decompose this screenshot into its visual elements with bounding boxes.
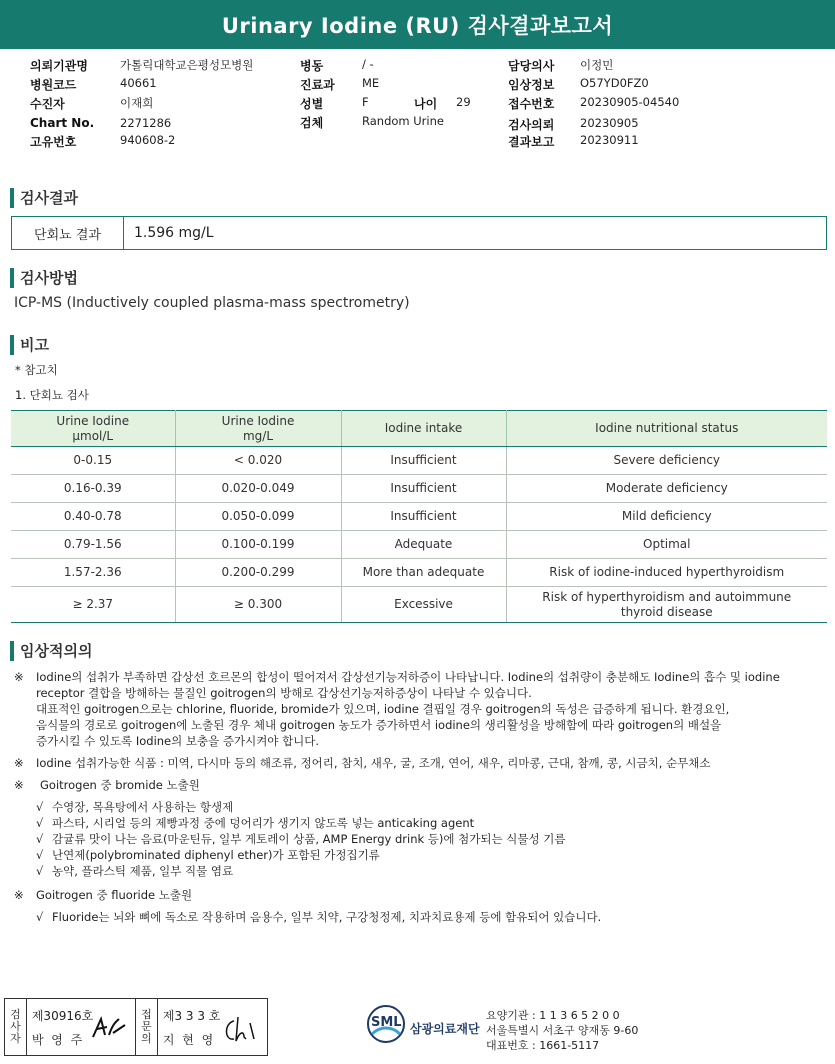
bromide-item: 농약, 플라스틱 제품, 일부 직물 염료: [52, 864, 234, 878]
clinical-paragraph-line: receptor 결합을 방해하는 물질인 goitrogen의 방해로 갑상선기능저하증상이 나타날 수 있습니다.: [36, 686, 532, 700]
examiner-cell: [27, 999, 136, 1055]
result-box: [11, 216, 827, 250]
table-row: [11, 587, 827, 623]
label-unique-no: 고유번호: [30, 135, 77, 149]
label-hospital: 의뢰기관명: [30, 59, 88, 73]
section-remarks-heading: [10, 334, 49, 355]
label-clinical-info: 임상정보: [508, 78, 555, 92]
table-row: [11, 447, 827, 475]
table-cell: Moderate deficiency: [506, 475, 827, 503]
method-text: ICP-MS (Inductively coupled plasma-mass spectrometry): [14, 295, 410, 311]
section-marker: [10, 268, 14, 288]
value-doctor: 이정민: [580, 58, 614, 72]
table-cell: 0.020-0.049: [175, 475, 341, 503]
table-cell: Mild deficiency: [506, 503, 827, 531]
fluoride-heading: Goitrogen 중 fluoride 노출원: [36, 888, 193, 902]
bromide-item: 파스타, 시리얼 등의 제빵과정 중에 덩어리가 생기지 않도록 넣는 anticaking agent: [52, 816, 475, 830]
value-specimen: Random Urine: [362, 114, 444, 128]
value-age: 29: [456, 95, 471, 109]
patient-info: [0, 55, 835, 150]
table-cell: Adequate: [341, 531, 506, 559]
clinical-paragraph-line: 음식물의 경로로 goitrogen에 노출된 경우 체내 goitrogen 농도가 증가하면서 iodine의 생리활성을 방해함에 따라 goitrogen의 배설을: [36, 718, 722, 732]
report-footer: [0, 998, 835, 1064]
table-cell: 0.16-0.39: [11, 475, 175, 503]
reference-mark: ※: [14, 778, 24, 792]
table-cell: ≥ 0.300: [175, 587, 341, 623]
bromide-item: 수영장, 목욕탕에서 사용하는 항생제: [52, 800, 234, 814]
sml-logo-icon: [366, 1004, 406, 1049]
value-ward: / -: [362, 57, 374, 71]
check-icon: √: [36, 910, 44, 924]
examiner-label: 검 사 자: [5, 999, 27, 1055]
label-request-date: 검사의뢰: [508, 118, 555, 132]
table-cell: Optimal: [506, 531, 827, 559]
section-marker: [10, 188, 14, 208]
value-hospital-code: 40661: [120, 76, 157, 90]
table-cell: 0.100-0.199: [175, 531, 341, 559]
confirmer-license-no: 제3 3 3 호: [162, 1009, 221, 1023]
value-unique-no: 940608-2: [120, 133, 176, 147]
examiner-signature-icon: [89, 1013, 129, 1043]
section-clinical-heading: [10, 640, 92, 661]
contact-line: 요양기관 : 1 1 3 6 5 2 0 0: [486, 1009, 620, 1022]
check-icon: √: [36, 832, 44, 846]
org-name: 삼광의료재단: [410, 1022, 480, 1036]
table-cell: 0.79-1.56: [11, 531, 175, 559]
label-patient: 수진자: [30, 97, 65, 111]
section-marker: [10, 335, 14, 355]
label-age: 나이: [414, 97, 438, 111]
value-chart-no: 2271286: [120, 116, 172, 130]
table-cell: More than adequate: [341, 559, 506, 587]
table-cell: 0-0.15: [11, 447, 175, 475]
contact-line: 대표번호 : 1661-5117: [486, 1039, 600, 1052]
section-marker: [10, 641, 14, 661]
bromide-heading: Goitrogen 중 bromide 노출원: [40, 778, 200, 792]
section-result-heading: [10, 187, 78, 208]
table-row: [11, 503, 827, 531]
label-hospital-code: 병원코드: [30, 78, 77, 92]
label-receipt-no: 접수번호: [508, 97, 555, 111]
report-title: Urinary Iodine (RU) 검사결과보고서: [0, 0, 835, 49]
confirmer-cell: [158, 999, 267, 1055]
check-icon: √: [36, 864, 44, 878]
table-cell: Excessive: [341, 587, 506, 623]
table-cell: Insufficient: [341, 447, 506, 475]
label-doctor: 담당의사: [508, 59, 555, 73]
section-clinical-title: 임상적의의: [20, 642, 93, 660]
table-cell: Severe deficiency: [506, 447, 827, 475]
header-intake: Iodine intake: [341, 411, 506, 447]
table-cell: < 0.020: [175, 447, 341, 475]
table-header-row: [11, 411, 827, 447]
remark-note-single-urine: 1. 단회뇨 검사: [15, 388, 89, 402]
table-cell: Insufficient: [341, 503, 506, 531]
value-clinical-info: O57YD0FZ0: [580, 76, 649, 90]
examiner-license-no: 제30916호: [31, 1009, 94, 1023]
examiner-name: 박 영 주: [31, 1033, 85, 1047]
header-status: Iodine nutritional status: [506, 411, 827, 447]
table-cell: ≥ 2.37: [11, 587, 175, 623]
section-method-title: 검사방법: [20, 269, 78, 287]
section-remarks-title: 비고: [20, 336, 49, 354]
sml-logo-text: SML: [371, 1015, 402, 1030]
label-specimen: 검체: [300, 116, 324, 130]
table-cell: 0.40-0.78: [11, 503, 175, 531]
table-cell: 0.200-0.299: [175, 559, 341, 587]
check-icon: √: [36, 816, 44, 830]
label-ward: 병동: [300, 59, 324, 73]
confirmer-name: 지 현 영: [162, 1033, 216, 1047]
reference-mark: ※: [14, 756, 24, 770]
table-row: [11, 475, 827, 503]
table-row: [11, 559, 827, 587]
remark-note-reference: * 참고치: [15, 363, 58, 377]
check-icon: √: [36, 848, 44, 862]
table-row: [11, 531, 827, 559]
bromide-item: 감귤류 맛이 나는 음료(마운틴듀, 일부 게토레이 상품, AMP Energy drink 등)에 첨가되는 식물성 기름: [52, 832, 566, 846]
clinical-paragraph-line: Iodine의 섭취가 부족하면 갑상선 호르몬의 합성이 떨어져서 갑상선기능저하증이 나타납니다. Iodine의 섭취량이 충분해도 Iodine의 흡수 및 iodine: [36, 670, 780, 684]
header-mgl: Urine Iodine mg/L: [175, 411, 341, 447]
label-sex: 성별: [300, 97, 324, 111]
result-label: 단회뇨 결과: [12, 217, 124, 249]
reference-mark: ※: [14, 670, 24, 684]
table-cell: Insufficient: [341, 475, 506, 503]
label-department: 진료과: [300, 78, 335, 92]
label-chart-no: Chart No.: [30, 116, 95, 130]
value-receipt-no: 20230905-04540: [580, 95, 680, 109]
table-cell: 0.050-0.099: [175, 503, 341, 531]
value-patient: 이재희: [120, 96, 154, 110]
reference-table: [11, 410, 827, 623]
contact-info: [486, 1008, 638, 1053]
section-result-title: 검사결과: [20, 189, 78, 207]
result-value: 1.596 mg/L: [134, 225, 214, 241]
confirmer-signature-icon: [220, 1013, 260, 1045]
table-cell: 1.57-2.36: [11, 559, 175, 587]
check-icon: √: [36, 800, 44, 814]
fluoride-item: Fluoride는 뇌와 뼈에 독소로 작용하며 음용수, 일부 치약, 구강청정제, 치과치료용제 등에 함유되어 있습니다.: [52, 910, 602, 924]
value-report-date: 20230911: [580, 133, 639, 147]
section-method-heading: [10, 267, 78, 288]
reference-mark: ※: [14, 888, 24, 902]
table-cell: Risk of iodine-induced hyperthyroidism: [506, 559, 827, 587]
value-hospital: 가톨릭대학교은평성모병원: [120, 58, 254, 72]
iodine-foods: Iodine 섭취가능한 식품 : 미역, 다시마 등의 해조류, 정어리, 참치, 새우, 굴, 조개, 연어, 새우, 리마콩, 근대, 참깨, 콩, 시금치, 순무채소: [36, 756, 711, 770]
clinical-paragraph-line: 대표적인 goitrogen으로는 chlorine, fluoride, bromide가 있으며, iodine 결핍일 경우 goitrogen의 독성은 급증하게 됩니다. 환경요인,: [36, 702, 730, 716]
table-cell: Risk of hyperthyroidism and autoimmune thyroid disease: [506, 587, 827, 623]
bromide-item: 난연제(polybrominated diphenyl ether)가 포함된 가정집기류: [52, 848, 380, 862]
label-report-date: 결과보고: [508, 135, 555, 149]
value-department: ME: [362, 76, 380, 90]
value-sex: F: [362, 95, 369, 109]
contact-line: 서울특별시 서초구 양재동 9-60: [486, 1024, 639, 1037]
header-umol: Urine Iodine μmol/L: [11, 411, 175, 447]
clinical-paragraph-line: 증가시킬 수 있도록 Iodine의 보충을 증가시켜야 합니다.: [36, 734, 320, 748]
signature-box: [4, 998, 268, 1056]
confirmer-label: 접 문 의: [136, 999, 158, 1055]
value-request-date: 20230905: [580, 116, 639, 130]
